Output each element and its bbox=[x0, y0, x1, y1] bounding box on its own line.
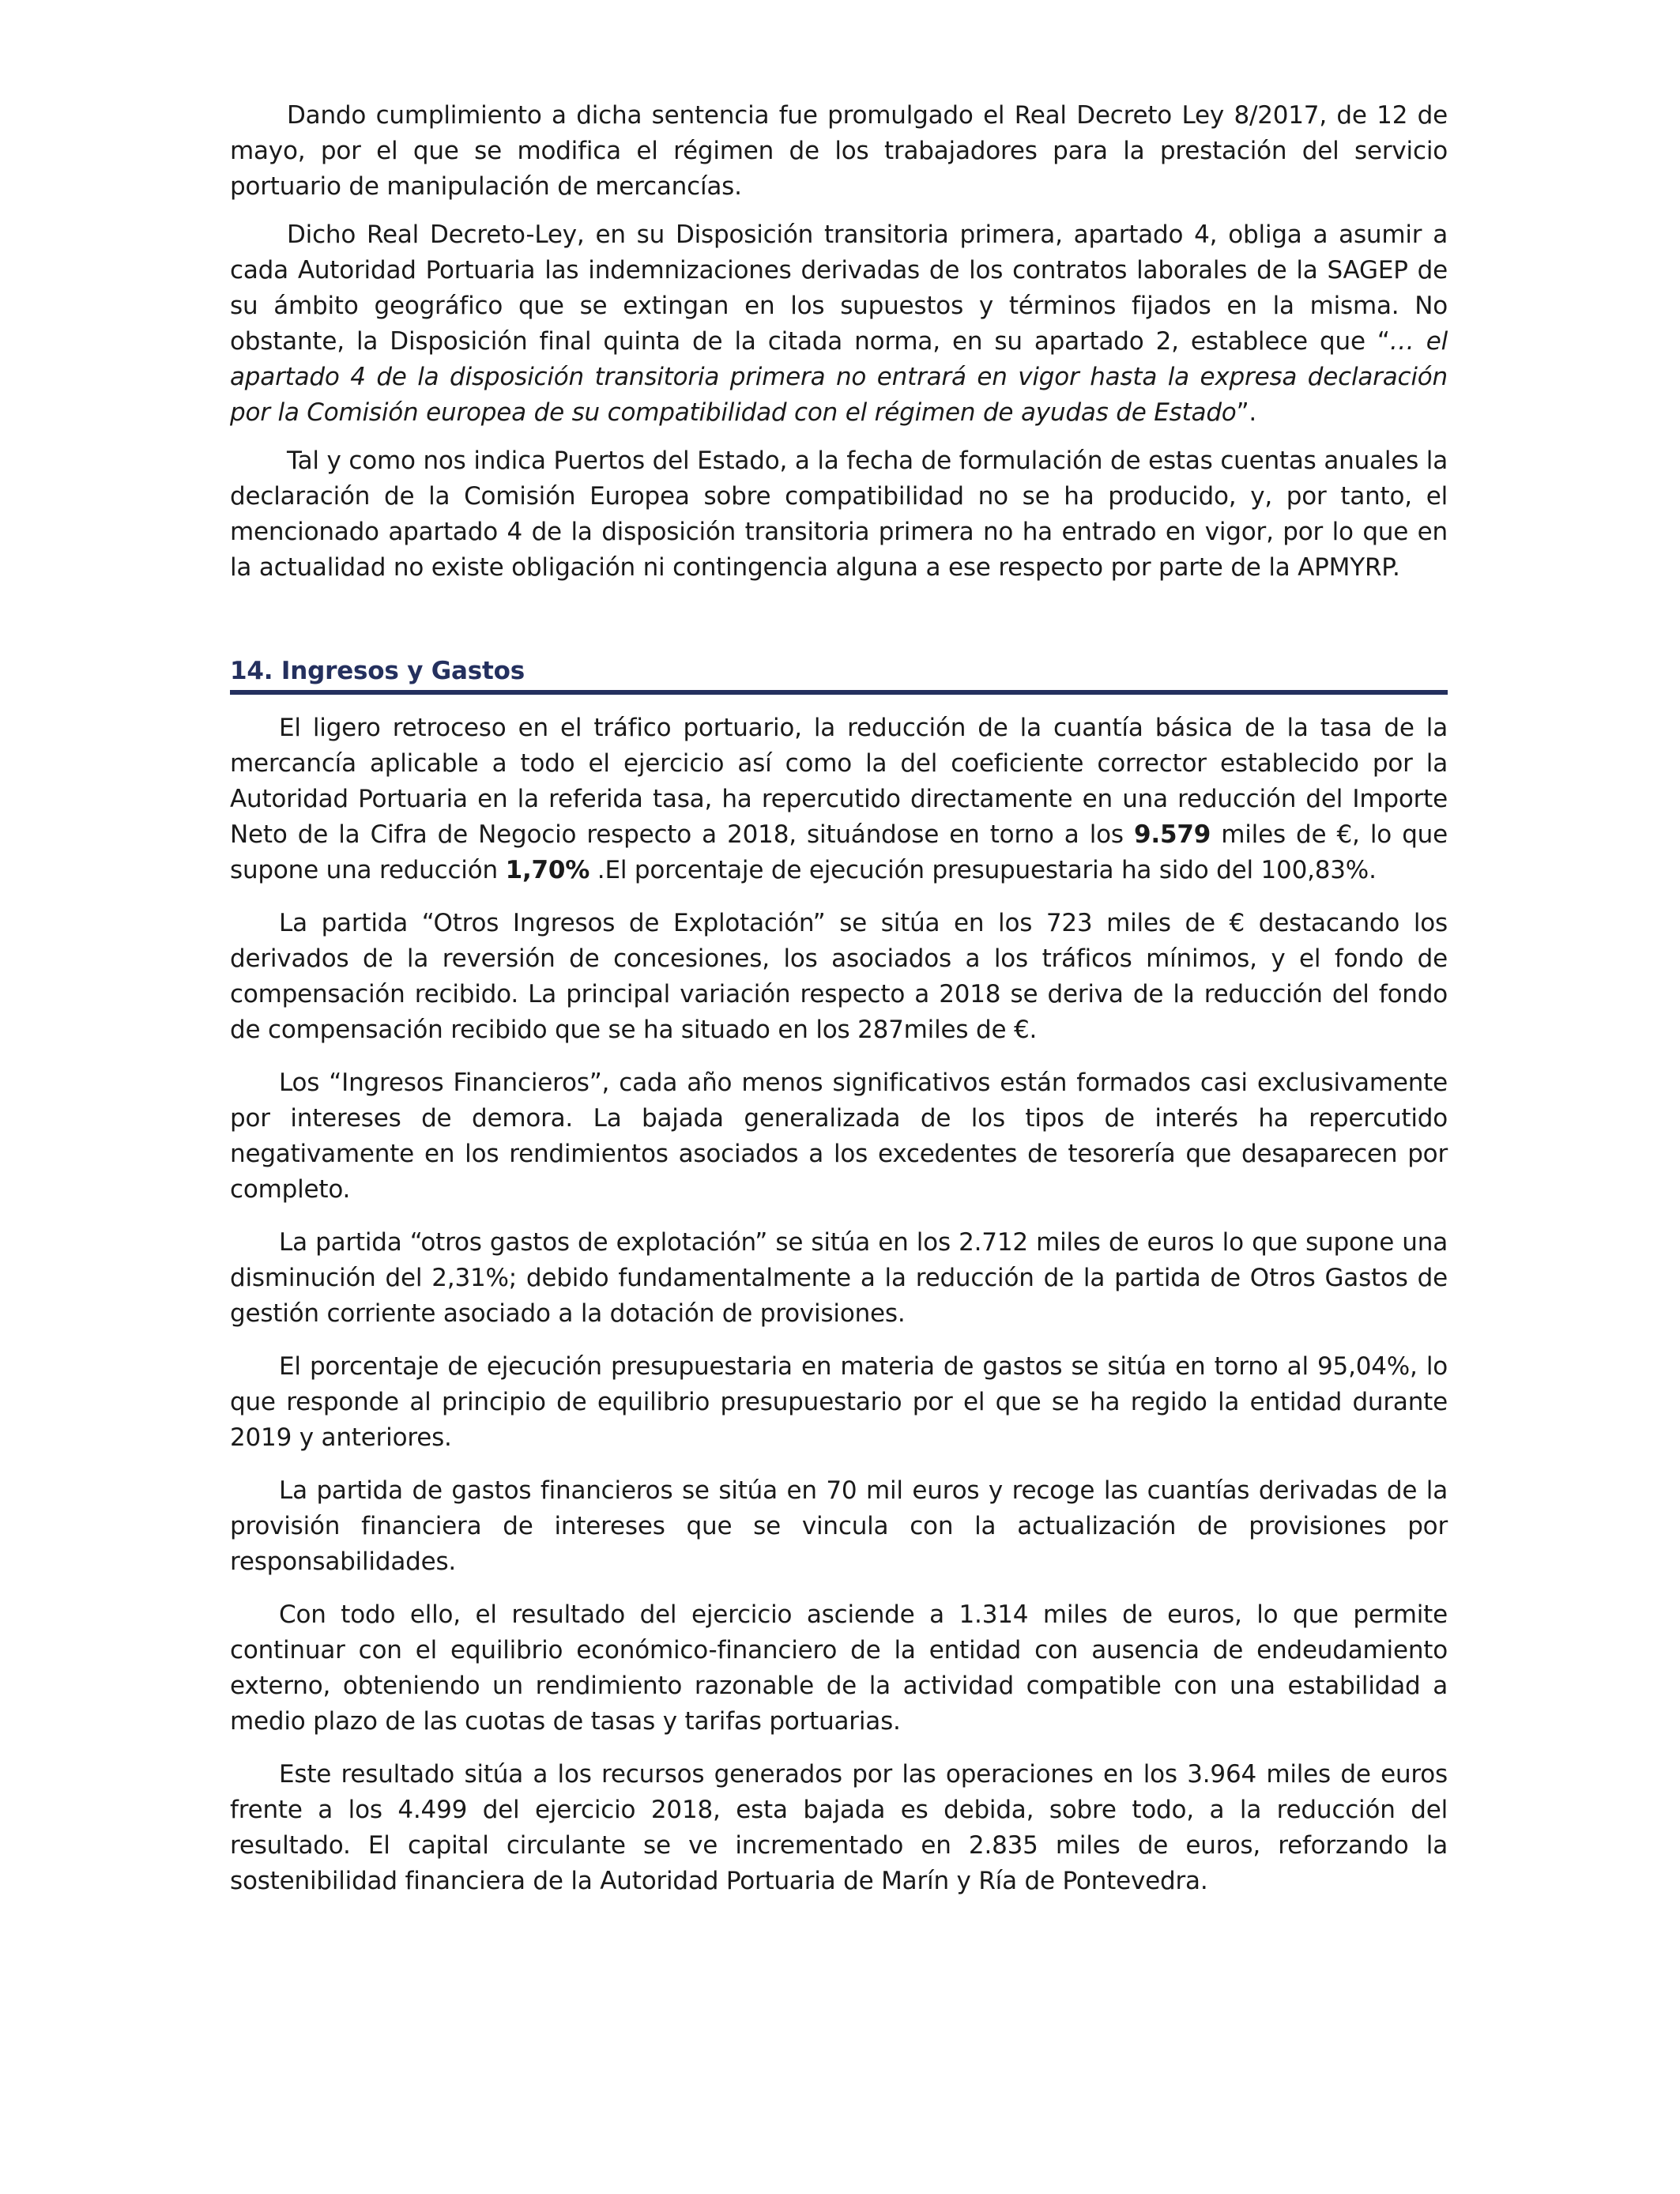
paragraph-text: El ligero retroceso en el tráfico portuario, la reducción de la cuantía básica de la tasa de la mercancía aplicable a todo el ejercicio así como la del coeficiente corrector establecido por la Autoridad Portuaria en la referida tasa, ha repercutido directamente en una reducción del Importe Neto de la Cifra de Negocio respecto a 2018, situándose en torno a los bbox=[230, 714, 1448, 849]
paragraph-text: ”. bbox=[1236, 398, 1257, 427]
paragraph-text: miles de €, lo que supone una reducción bbox=[230, 820, 1448, 884]
paragraph bbox=[230, 711, 1448, 888]
paragraph: Dando cumplimiento a dicha sentencia fue promulgado el Real Decreto Ley 8/2017, de 12 de mayo, por el que se modifica el régimen de los trabajadores para la prestación del servicio portuario de manipulación de mercancías. bbox=[230, 101, 1448, 201]
paragraph: Los “Ingresos Financieros”, cada año menos significativos están formados casi exclusivamente por intereses de demora. La bajada generalizada de los tipos de interés ha repercutido negativamente en los rendimientos asociados a los excedentes de tesorería que desaparecen por completo. bbox=[230, 1069, 1448, 1204]
paragraph: Con todo ello, el resultado del ejercicio asciende a 1.314 miles de euros, lo que permite continuar con el equilibrio económico-financiero de la entidad con ausencia de endeudamiento externo, obteniendo un rendimiento razonable de la actividad compatible con una estabilidad a medio plazo de las cuotas de tasas y tarifas portuarias. bbox=[230, 1600, 1448, 1736]
section-heading: 14. Ingresos y Gastos bbox=[230, 654, 1448, 695]
paragraph bbox=[230, 217, 1448, 431]
highlight-value: 1,70% bbox=[505, 856, 590, 884]
paragraph: El porcentaje de ejecución presupuestaria en materia de gastos se sitúa en torno al 95,04%, lo que responde al principio de equilibrio presupuestario por el que se ha regido la entidad durante 2019 y anteriores. bbox=[230, 1352, 1448, 1452]
highlight-value: 9.579 bbox=[1134, 820, 1211, 849]
paragraph: Tal y como nos indica Puertos del Estado, a la fecha de formulación de estas cuentas anuales la declaración de la Comisión Europea sobre compatibilidad no se ha producido, y, por tanto, el mencionado apartado 4 de la disposición transitoria primera no ha entrado en vigor, por lo que en la actualidad no existe obligación ni contingencia alguna a ese respecto por parte de la APMYRP. bbox=[230, 447, 1448, 582]
section-text bbox=[230, 711, 1448, 1899]
paragraph-text: .El porcentaje de ejecución presupuestaria ha sido del 100,83%. bbox=[590, 856, 1377, 884]
previous-section-text bbox=[230, 98, 1448, 586]
paragraph: La partida “Otros Ingresos de Explotación” se sitúa en los 723 miles de € destacando los derivados de la reversión de concesiones, los asociados a los tráficos mínimos, y el fondo de compensación recibido. La principal variación respecto a 2018 se deriva de la reducción del fondo de compensación recibido que se ha situado en los 287miles de €. bbox=[230, 909, 1448, 1044]
paragraph-text: Dicho Real Decreto-Ley, en su Disposición transitoria primera, apartado 4, obliga a asumir a cada Autoridad Portuaria las indemnizaciones derivadas de los contratos laborales de la SAGEP de su ámbito geográfico que se extingan en los supuestos y términos fijados en la misma. No obstante, la Disposición final quinta de la citada norma, en su apartado 2, establece que “ bbox=[230, 221, 1448, 356]
document-page bbox=[230, 98, 1448, 1899]
section-heading-container bbox=[230, 654, 1448, 695]
paragraph: Este resultado sitúa a los recursos generados por las operaciones en los 3.964 miles de euros frente a los 4.499 del ejercicio 2018, esta bajada es debida, sobre todo, a la reducción del resultado. El capital circulante se ve incrementado en 2.835 miles de euros, reforzando la sostenibilidad financiera de la Autoridad Portuaria de Marín y Ría de Pontevedra. bbox=[230, 1760, 1448, 1895]
paragraph: La partida “otros gastos de explotación” se sitúa en los 2.712 miles de euros lo que supone una disminución del 2,31%; debido fundamentalmente a la reducción de la partida de Otros Gastos de gestión corriente asociado a la dotación de provisiones. bbox=[230, 1228, 1448, 1328]
quoted-text: … el apartado 4 de la disposición transitoria primera no entrará en vigor hasta la expresa declaración por la Comisión europea de su compatibilidad con el régimen de ayudas de Estado bbox=[230, 327, 1448, 427]
paragraph: La partida de gastos financieros se sitúa en 70 mil euros y recoge las cuantías derivadas de la provisión financiera de intereses que se vincula con la actualización de provisiones por responsabilidades. bbox=[230, 1476, 1448, 1576]
